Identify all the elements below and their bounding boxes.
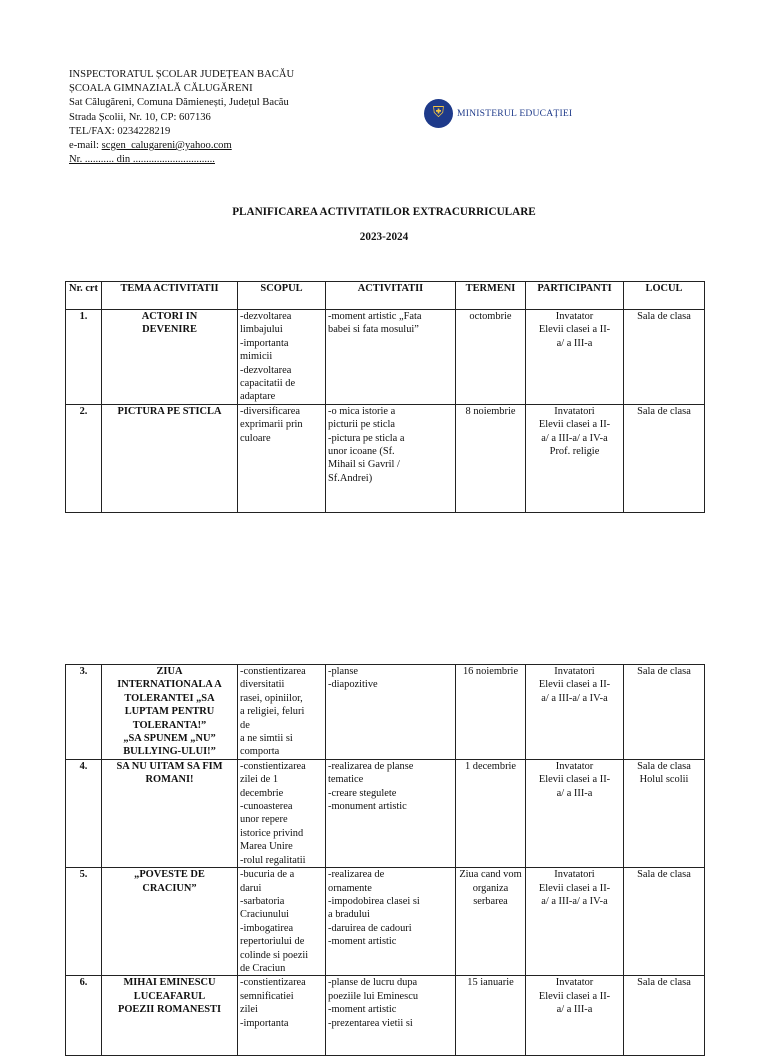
row-deadline [456,404,526,512]
row-purpose-line: -importanta [240,337,289,349]
row-activities-line: -monument artistic [328,801,407,813]
row-activities-line: Mihail si Gavril / [328,459,400,471]
row-deadline [456,310,526,405]
row-theme [102,759,238,867]
row-participants-line: Elevii clasei a II- [538,419,611,431]
row-activities-line: poeziile lui Eminescu [328,990,419,1002]
row-location [624,310,705,405]
row-participants-line: Invatator [555,760,594,772]
row-theme-line: LUCEAFARUL [133,990,206,1002]
row-participants [526,976,624,1056]
row-theme [102,404,238,512]
row-activities-line: unor icoane (Sf. [328,446,395,458]
row-participants-line: a/ a III-a [556,337,593,349]
row-participants-line: Elevii clasei a II- [538,774,611,786]
row-activities [326,868,456,976]
row-participants-line: a/ a III-a/ a IV-a [541,692,608,704]
table-row [66,665,705,760]
row-purpose-line: -dezvoltarea [240,311,292,322]
row-purpose-line: -diversificarea [240,405,300,417]
row-activities-line: -moment artistic „Fata [328,311,422,322]
row-location-line: Sala de clasa [637,869,691,881]
row-location-line: Sala de clasa [637,666,691,677]
row-participants [526,310,624,405]
row-activities-line: -diapozitive [328,679,378,691]
row-deadline [456,759,526,867]
row-theme-line: TOLERANTEI „SA [124,692,215,704]
row-deadline [456,868,526,976]
row-location-line: Sala de clasa [637,311,691,322]
activities-table-page-1 [65,281,705,513]
document-title: PLANIFICAREA ACTIVITATILOR EXTRACURRICULARE [232,206,536,218]
header-line-address: Sat Călugăreni, Comuna Dămienești, Județul Bacău [69,97,289,109]
row-participants-line: a/ a III-a [556,787,593,799]
row-location [624,665,705,760]
row-participants-line: Elevii clasei a II- [538,990,611,1002]
row-activities-line: -planse de lucru dupa [328,977,418,989]
row-purpose-line: diversitatii [240,679,285,691]
row-purpose [238,310,326,405]
row-theme-line: BULLYING-ULUI!” [123,746,216,758]
ministry-name: MINISTERUL EDUCAȚIEI [457,108,573,119]
row-deadline-line: Ziua cand vom [459,869,522,881]
row-number: 5. [66,868,102,976]
document-year: 2023-2024 [359,231,409,243]
column-header-termeni: TERMENI [456,282,526,310]
row-location [624,404,705,512]
column-header-tema: TEMA ACTIVITATII [102,282,238,310]
row-activities-line: -prezentarea vietii si [328,1017,413,1029]
row-purpose-line: rasei, opiniilor, [240,692,303,704]
row-purpose-line: -constientizarea [240,977,306,989]
row-theme [102,310,238,405]
row-activities [326,759,456,867]
row-participants-line: a/ a III-a/ a IV-a [541,895,608,907]
row-activities-line: -planse [328,666,359,677]
column-header-locul: LOCUL [624,282,705,310]
row-location-line: Sala de clasa [637,977,691,989]
row-activities-line: -o mica istorie a [328,405,396,417]
row-deadline-line: 8 noiembrie [465,405,516,417]
row-participants-line: a/ a III-a/ a IV-a [541,432,608,444]
row-theme-line: „SA SPUNEM „NU” [123,733,216,745]
row-theme-line: LUPTAM PENTRU [124,706,215,718]
row-activities [326,976,456,1056]
header-line-email [69,139,294,153]
row-purpose-line: -sarbatoria [240,895,285,907]
row-purpose-line: a religiei, feluri [240,706,305,718]
row-activities-line: picturii pe sticla [328,419,395,431]
row-purpose [238,759,326,867]
row-purpose-line: de [240,719,250,731]
row-activities-line: a bradului [328,909,370,921]
email-label: e-mail: [69,140,102,152]
row-deadline-line: octombrie [469,311,512,322]
row-participants-line: Invatator [555,977,594,989]
row-purpose-line: exprimarii prin [240,419,303,431]
row-purpose-line: mimicii [240,351,273,363]
activities-table-page-2 [65,664,705,1056]
row-activities [326,665,456,760]
row-participants-line: a/ a III-a [556,1004,593,1016]
row-deadline-line: 16 noiembrie [462,666,519,677]
row-activities-line: -impodobirea clasei si [328,895,420,907]
row-deadline-line: organiza [472,882,509,894]
row-participants-line: Elevii clasei a II- [538,882,611,894]
row-activities-line: ornamente [328,882,372,894]
row-purpose-line: a ne simtii si [240,733,293,745]
row-activities-line: -moment artistic [328,936,397,948]
row-theme-line: ROMANI! [145,774,194,786]
row-location [624,976,705,1056]
row-number: 1. [66,310,102,405]
row-purpose-line: semnificatiei [240,990,294,1002]
row-deadline-line: 1 decembrie [464,760,517,772]
row-participants-line: Invatator [555,311,594,322]
column-header-participanti: PARTICIPANTI [526,282,624,310]
table-row [66,310,705,405]
row-number: 3. [66,665,102,760]
row-participants-line: Prof. religie [549,446,600,458]
row-purpose-line: -importanta [240,1017,289,1029]
column-header-nr: Nr. crt [66,282,102,310]
row-purpose-line: culoare [240,432,271,444]
row-purpose-line: zilei [240,1004,258,1016]
table-header-row [66,282,705,310]
row-activities-line: Sf.Andrei) [328,472,373,484]
row-purpose-line: -rolul regalitatii [240,854,306,866]
row-purpose [238,404,326,512]
table-row [66,759,705,867]
row-participants [526,868,624,976]
row-theme-line: CRACIUN” [142,882,197,894]
row-purpose [238,976,326,1056]
header-line-street: Strada Școlii, Nr. 10, CP: 607136 [69,111,211,123]
row-theme-line: „POVESTE DE [134,869,205,881]
row-number: 2. [66,404,102,512]
school-header [69,68,294,167]
row-purpose-line: colinde si poezii [240,949,309,961]
row-location-line: Sala de clasa [637,760,691,772]
header-line-phone: TEL/FAX: 0234228219 [69,125,171,137]
row-theme-line: TOLERANTA!” [132,719,207,731]
row-participants [526,759,624,867]
row-purpose-line: unor repere [240,814,288,826]
row-theme [102,976,238,1056]
row-purpose-line: adaptare [240,391,276,403]
row-deadline [456,665,526,760]
row-participants-line: Invatatori [554,666,595,677]
row-participants-line: Invatatori [554,869,595,881]
row-activities-line: -realizarea de planse [328,760,414,772]
header-line-inspectorate: INSPECTORATUL ȘCOLAR JUDEȚEAN BACĂU [69,69,295,80]
row-theme-line: MIHAI EMINESCU [123,977,216,989]
row-purpose-line: decembrie [240,787,284,799]
header-line-school: ȘCOALA GIMNAZIALĂ CĂLUGĂRENI [69,83,253,95]
row-location [624,868,705,976]
row-purpose-line: -dezvoltarea [240,364,292,376]
table-row [66,404,705,512]
row-participants-line: Invatatori [554,405,595,417]
row-purpose-line: Craciunului [240,909,290,921]
row-theme [102,868,238,976]
row-purpose-line: -imbogatirea [240,922,294,934]
row-purpose-line: istorice privind [240,827,304,839]
row-purpose-line: darui [240,882,262,894]
row-activities-line: -moment artistic [328,1004,397,1016]
row-purpose-line: comporta [240,746,280,758]
row-location [624,759,705,867]
row-purpose [238,868,326,976]
row-participants-line: Elevii clasei a II- [538,679,611,691]
row-activities-line: -daruirea de cadouri [328,922,412,934]
row-theme-line: SA NU UITAM SA FIM [116,760,223,772]
row-purpose-line: capacitatii de [240,378,296,390]
row-theme-line: INTERNATIONALA A [117,679,222,691]
row-purpose-line: -constientizarea [240,760,306,772]
row-theme [102,665,238,760]
row-purpose-line: -constientizarea [240,666,306,677]
row-number: 6. [66,976,102,1056]
row-number: 4. [66,759,102,867]
row-activities [326,310,456,405]
row-theme-line: ZIUA [156,666,183,677]
row-participants-line: Elevii clasei a II- [538,324,611,336]
column-header-activitati: ACTIVITATII [326,282,456,310]
row-activities [326,404,456,512]
table-row [66,868,705,976]
row-deadline-line: 15 ianuarie [467,977,514,989]
row-activities-line: -pictura pe sticla a [328,432,405,444]
row-activities-line: tematice [328,774,364,786]
email-link[interactable]: scgen_calugareni@yahoo.com [101,140,232,152]
row-purpose-line: -bucuria de a [240,869,295,881]
row-theme-line: PICTURA PE STICLA [117,405,222,417]
row-participants [526,404,624,512]
table-row [66,976,705,1056]
row-deadline-line: serbarea [473,895,508,907]
row-purpose-line: repertoriului de [240,936,305,948]
row-theme-line: DEVENIRE [142,324,197,336]
row-theme-line: POEZII ROMANESTI [117,1004,222,1016]
registration-number-line: Nr. ........... din ............................... [69,154,215,166]
row-location-line: Sala de clasa [637,405,691,417]
row-deadline [456,976,526,1056]
row-theme-line: ACTORI IN [141,311,198,322]
row-purpose [238,665,326,760]
row-purpose-line: -cunoasterea [240,801,293,813]
row-activities-line: babei si fata mosului” [328,324,419,336]
row-activities-line: -creare stegulete [328,787,397,799]
row-participants [526,665,624,760]
ministry-emblem-icon: ⛨ [424,99,453,128]
row-purpose-line: de Craciun [240,962,286,974]
row-purpose-line: Marea Unire [240,841,293,853]
row-purpose-line: limbajului [240,324,283,336]
row-location-line: Holul scolii [639,774,689,786]
column-header-scopul: SCOPUL [238,282,326,310]
row-purpose-line: zilei de 1 [240,774,279,786]
ministry-logo [424,99,572,128]
row-activities-line: -realizarea de [328,869,385,881]
